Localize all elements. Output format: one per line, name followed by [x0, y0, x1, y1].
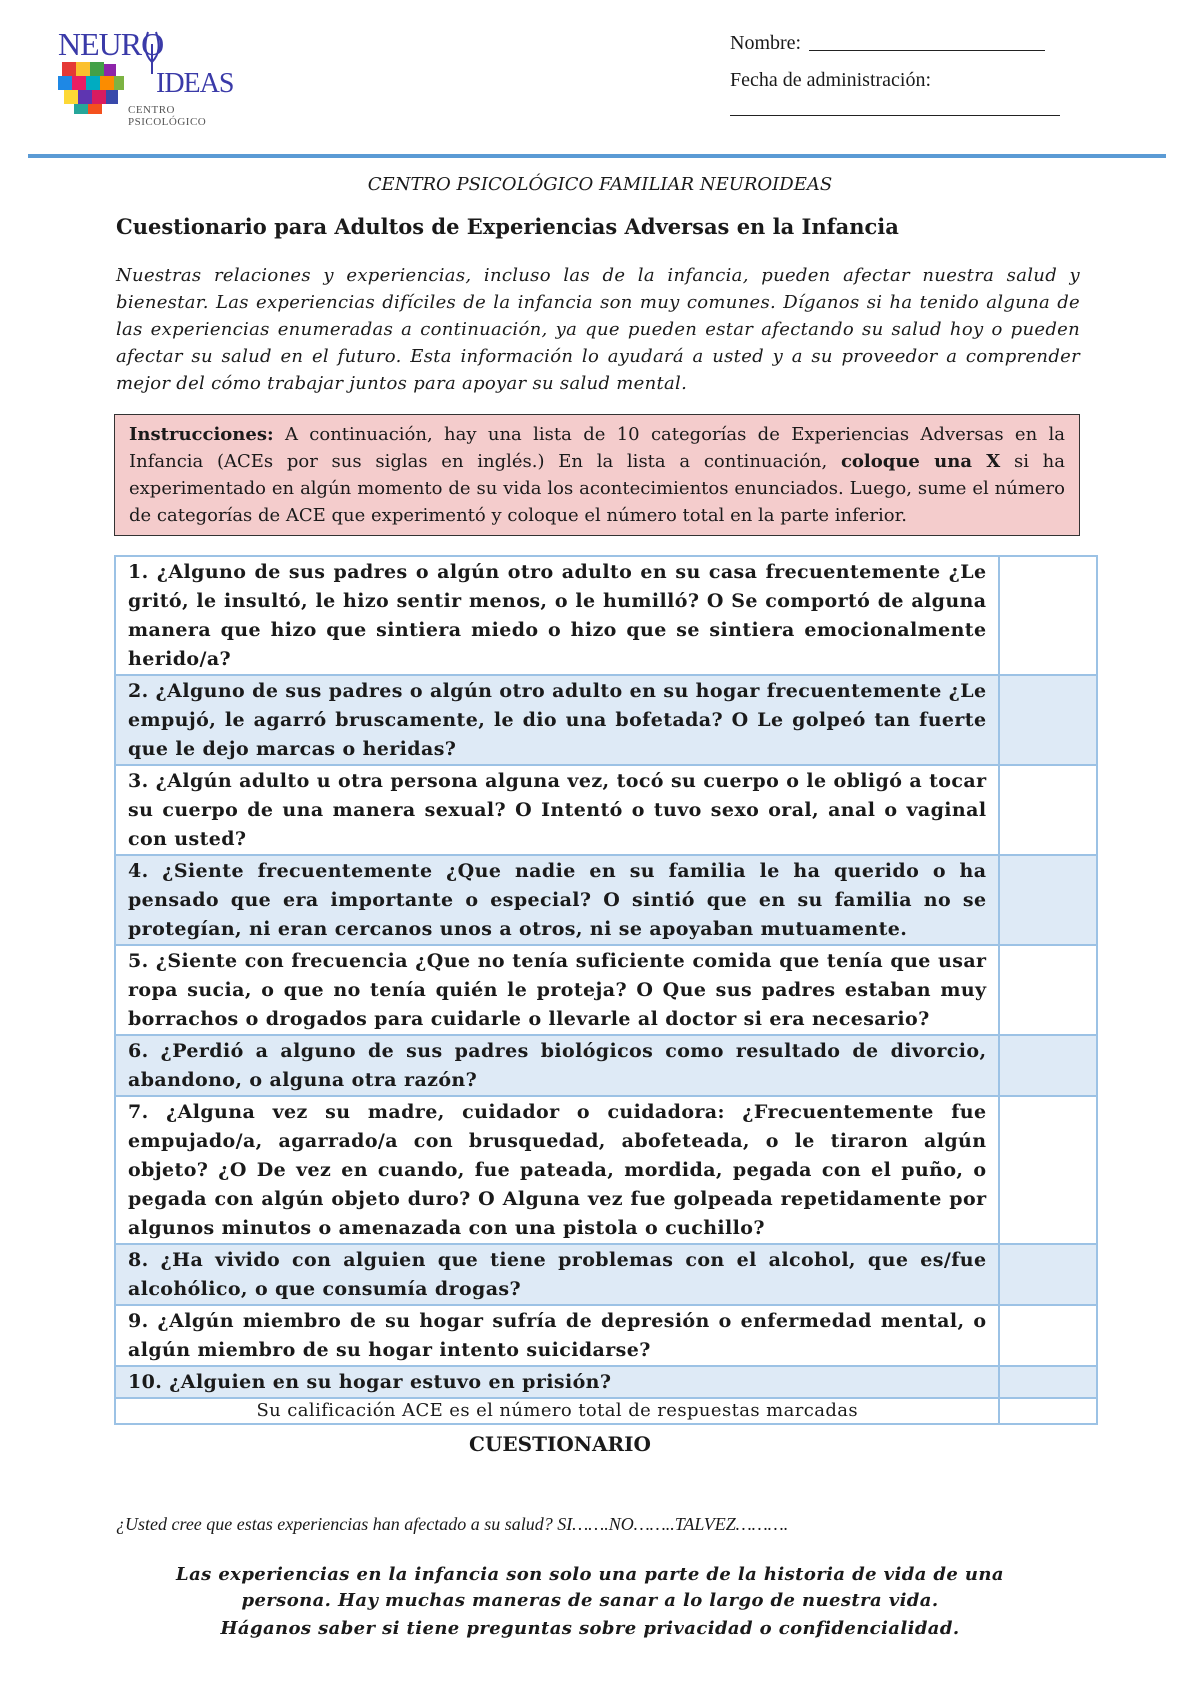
question-5: 5. ¿Siente con frecuencia ¿Que no tenía suficiente comida que tenía que usar ropa sucia, o que no tenía quién le proteja? O Que sus padres estaban muy borrachos o drogados para cuidarle o llevarle al doctor si era necesario? [115, 945, 999, 1035]
answer-box-10[interactable] [999, 1366, 1097, 1398]
question-7: 7. ¿Alguna vez su madre, cuidador o cuidadora: ¿Frecuentemente fue empujado/a, agarrado/a con brusquedad, abofeteada, o le tiraron algún objeto? ¿O De vez en cuando, fue pateada, mordida, pegada con el puño, o pegada con algún objeto duro? O Alguna vez fue golpeada repetidamente por algunos minutos o amenazada con una pistola o cuchillo? [115, 1096, 999, 1244]
section-title: CUESTIONARIO [469, 1432, 651, 1456]
answer-box-5[interactable] [999, 945, 1097, 1035]
answer-box-3[interactable] [999, 765, 1097, 855]
header-fields [730, 32, 1150, 116]
table-row [115, 1035, 1097, 1096]
table-row [115, 765, 1097, 855]
table-row [115, 1305, 1097, 1366]
table-row [115, 1366, 1097, 1398]
table-row [115, 1244, 1097, 1305]
question-10: 10. ¿Alguien en su hogar estuvo en prisión? [115, 1366, 999, 1398]
logo-subtitle: CENTRO PSICOLÓGICO [128, 104, 207, 128]
instructions-box [114, 414, 1080, 536]
question-4: 4. ¿Siente frecuentemente ¿Que nadie en su familia le ha querido o ha pensado que era importante o especial? O sintió que en su familia no se protegían, ni eran cercanos unos a otros, ni se apoyaban mutuamente. [115, 855, 999, 945]
center-name: CENTRO PSICOLÓGICO FAMILIAR NEUROIDEAS [367, 174, 833, 195]
closing-message: Las experiencias en la infancia son solo una parte de la historia de vida de una persona. Hay muchas maneras de sanar a lo largo de nuestra vida. [176, 1564, 1004, 1611]
total-score-box[interactable] [999, 1398, 1097, 1424]
answer-box-2[interactable] [999, 675, 1097, 765]
instructions-text-a: A continuación, hay una lista de 10 categorías de Experiencias Adversas en la Infancia (ACEs por sus siglas en inglés.) En la lista a continuación, [129, 424, 1065, 472]
total-label: Su calificación ACE es el número total de respuestas marcadas [115, 1398, 999, 1424]
table-row [115, 556, 1097, 675]
question-1: 1. ¿Alguno de sus padres o algún otro adulto en su casa frecuentemente ¿Le gritó, le insultó, le hizo sentir menos, o le humilló? O Se comportó de alguna manera que hizo que sintiera miedo o hizo que se sintiera emocionalmente herido/a? [115, 556, 999, 675]
question-9: 9. ¿Algún miembro de su hogar sufría de depresión o enfermedad mental, o algún miembro de su hogar intento suicidarse? [115, 1305, 999, 1366]
ace-table [114, 555, 1098, 1425]
date-label: Fecha de administración: [730, 69, 932, 91]
name-line[interactable] [809, 49, 1045, 51]
page-title: Cuestionario para Adultos de Experiencias Adversas en la Infancia [116, 214, 899, 239]
question-8: 8. ¿Ha vivido con alguien que tiene problemas con el alcohol, que es/fue alcohólico, o que consumía drogas? [115, 1244, 999, 1305]
table-row [115, 1096, 1097, 1244]
logo-word-neuro: NEURO [58, 26, 164, 62]
instructions-label: Instrucciones: [129, 424, 274, 445]
name-field[interactable] [730, 32, 1150, 55]
answer-box-8[interactable] [999, 1244, 1097, 1305]
intro-paragraph: Nuestras relaciones y experiencias, incluso las de la infancia, pueden afectar nuestra salud y bienestar. Las experiencias difíciles de la infancia son muy comunes. Díganos si ha tenido alguna de las experiencias enumeradas a continuación, ya que pueden estar afectando su salud hoy o pueden afectar su salud en el futuro. Esta información lo ayudará a usted y a su proveedor a comprender mejor del cómo trabajar juntos para apoyar su salud mental. [116, 265, 1080, 394]
instructions-emphasis: coloque una X [840, 451, 1001, 472]
table-row [115, 855, 1097, 945]
date-line[interactable] [730, 114, 1060, 116]
table-row [115, 945, 1097, 1035]
logo-word-ideas: IDEAS [156, 68, 234, 99]
logo [52, 24, 252, 128]
answer-box-1[interactable] [999, 556, 1097, 675]
header-divider [28, 154, 1166, 158]
answer-box-6[interactable] [999, 1035, 1097, 1096]
answer-box-7[interactable] [999, 1096, 1097, 1244]
privacy-note: Háganos saber si tiene preguntas sobre privacidad o confidencialidad. [220, 1618, 960, 1639]
answer-box-9[interactable] [999, 1305, 1097, 1366]
total-row [115, 1398, 1097, 1424]
instructions-text-b: si ha experimentado en algún momento de su vida los acontecimientos enunciados. Luego, sume el número de categorías de ACE que experimentó y coloque el número total en la parte inferior. [129, 451, 1065, 526]
name-label: Nombre: [730, 32, 802, 54]
health-question[interactable]: ¿Usted cree que estas experiencias han afectado a su salud? SI…….NO……..TALVEZ………. [116, 1514, 789, 1534]
question-6: 6. ¿Perdió a alguno de sus padres biológicos como resultado de divorcio, abandono, o alguna otra razón? [115, 1035, 999, 1096]
answer-box-4[interactable] [999, 855, 1097, 945]
question-3: 3. ¿Algún adulto u otra persona alguna vez, tocó su cuerpo o le obligó a tocar su cuerpo de una manera sexual? O Intentó o tuvo sexo oral, anal o vaginal con usted? [115, 765, 999, 855]
table-row [115, 675, 1097, 765]
question-2: 2. ¿Alguno de sus padres o algún otro adulto en su hogar frecuentemente ¿Le empujó, le agarró bruscamente, le dio una bofetada? O Le golpeó tan fuerte que le dejo marcas o heridas? [115, 675, 999, 765]
